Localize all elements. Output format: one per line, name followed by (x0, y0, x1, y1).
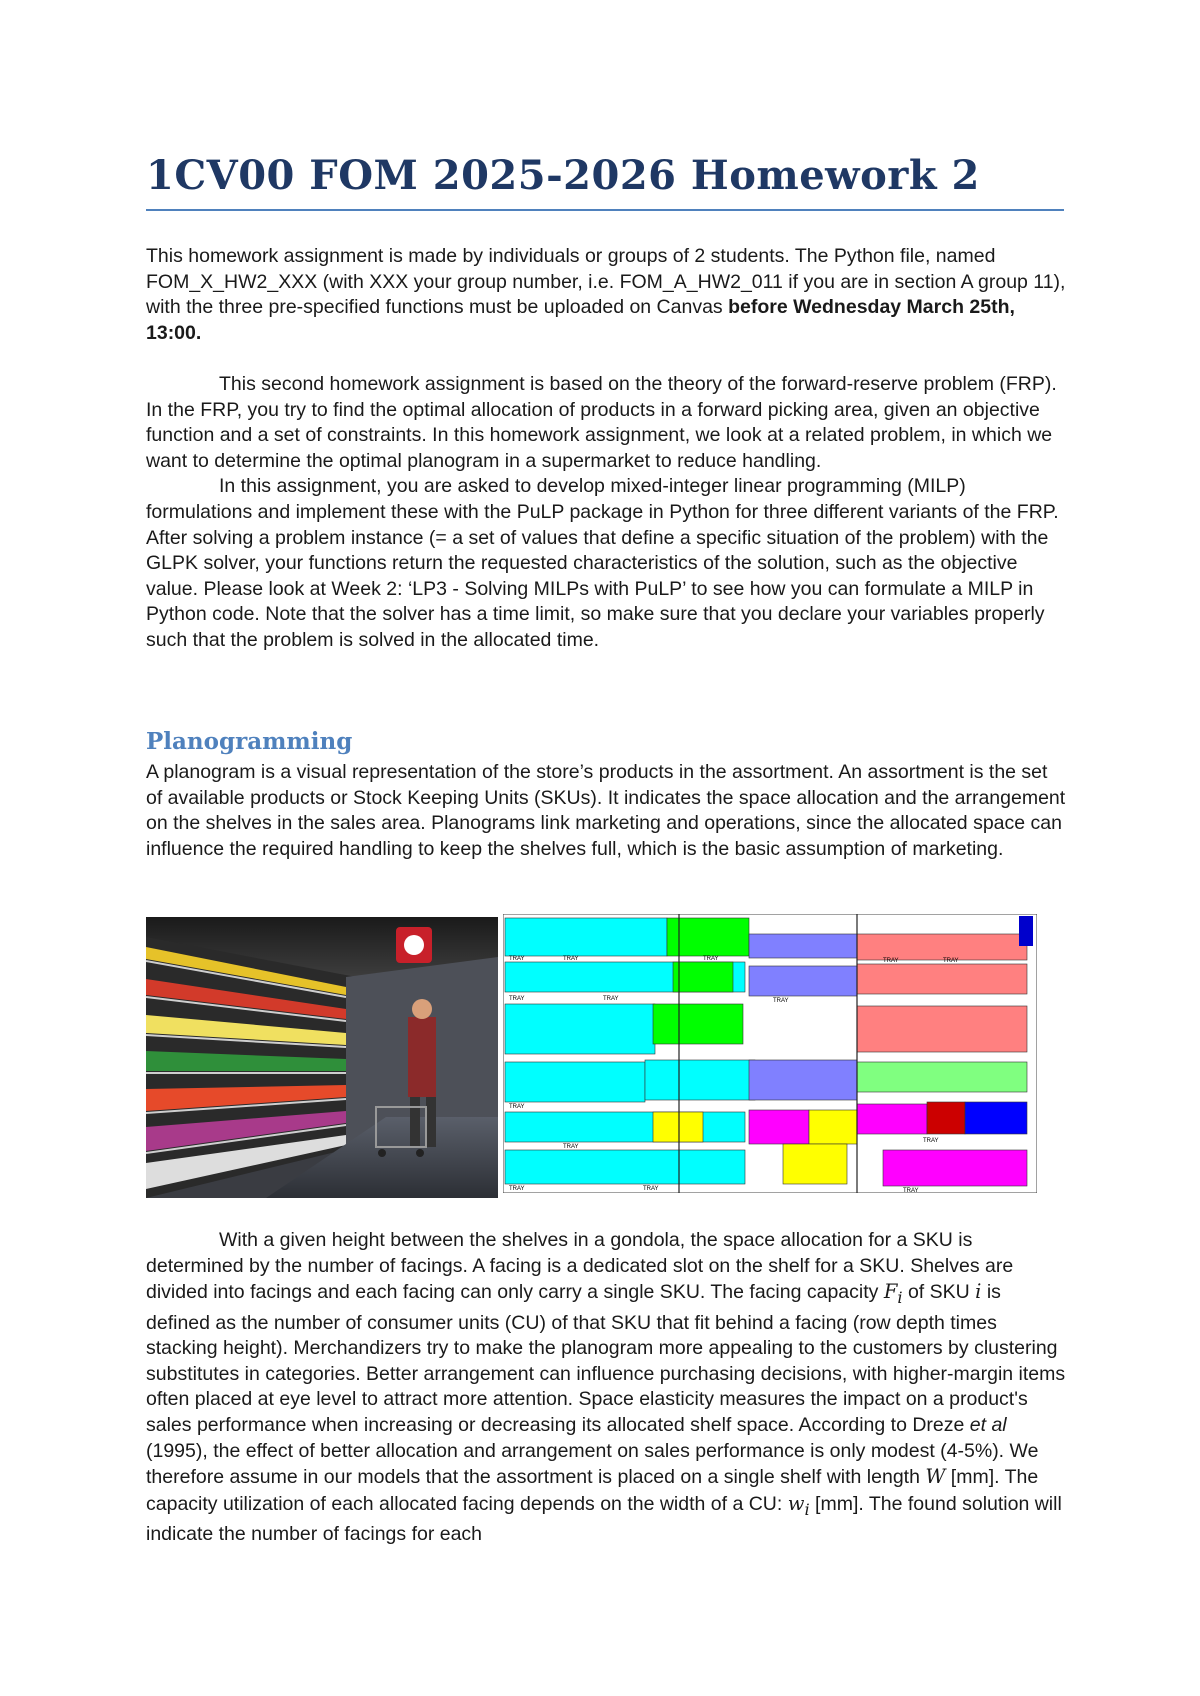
intro-text: This homework assignment is made by individuals or groups of 2 students. The Python file, named FOM_X_HW2_XXX (with XXX your group number, i.e. FOM_A_HW2_011 if you are in section A group 11), with the three pre-specified functions must be uploaded on Canvas (146, 245, 1066, 319)
var-sku-index: i (975, 1280, 982, 1304)
title-underline (146, 209, 1064, 211)
tray-label: TRAY (509, 1186, 525, 1192)
tray-label: TRAY (903, 1188, 919, 1193)
tray-label: TRAY (923, 1138, 939, 1144)
var-shelf-length: W (925, 1465, 946, 1489)
deadline-text: before Wednesday March 25th, 13:00. (146, 296, 1015, 344)
supermarket-aisle-photo (146, 917, 498, 1198)
planogram-diagram (503, 914, 1037, 1193)
tray-label: TRAY (509, 1104, 525, 1110)
tray-label: TRAY (883, 958, 899, 964)
planogram-paragraph (146, 760, 1066, 862)
tray-label: TRAY (509, 996, 525, 1002)
tray-label: TRAY (943, 958, 959, 964)
tray-label: TRAY (509, 956, 525, 962)
tray-label: TRAY (773, 998, 789, 1004)
tray-label: TRAY (563, 956, 579, 962)
planogram-definition: A planogram is a visual representation of the store’s products in the assortment. An assortment is the set of available products or Stock Keeping Units (SKUs). It indicates the space allocation and the arrangement on the shelves in the sales area. Planograms link marketing and operations, since the allocated space can influence the required handling to keep the shelves full, which is the basic assumption of marketing. (146, 761, 1066, 860)
tray-label: TRAY (563, 1144, 579, 1150)
body-paragraph-frp (146, 372, 1066, 654)
tray-label: TRAY (643, 1186, 659, 1192)
et-al-citation: et al (969, 1414, 1007, 1437)
section-heading-planogramming: Planogramming (146, 728, 353, 755)
tray-label: TRAY (703, 956, 719, 962)
intro-paragraph (146, 244, 1066, 346)
var-cu-width: $w_i$ (787, 1491, 810, 1519)
tray-label: TRAY (603, 996, 619, 1002)
var-facing-capacity: $F_i$ (883, 1280, 903, 1308)
document-title: 1CV00 FOM 2025-2026 Homework 2 (146, 152, 980, 199)
facing-paragraph: With a given height between the shelves in a gondola, the space allocation for a SKU is determined by the number of facings. A facing is a dedicated slot on the shelf for a SKU. Shelves are divided into facings and each facing can only carry a single SKU. The facing capacity $F_i$ of SKU i is defined as the number of consumer units (CU) of that SKU that fit behind a facing (row depth times stacking height). Merchandizers try to make the planogram more appealing to the customers by clustering substitutes in categories. Better arrangement can influence purchasing decisions, with higher-margin items often placed at eye level to attract more attention. Space elasticity measures the impact on a product's sales performance when increasing or decreasing its allocated shelf space. According to Dreze et al (1995), the effect of better allocation and arrangement on sales performance is only modest (4-5%). We therefore assume in our models that the assortment is placed on a single shelf with length W [mm]. The capacity utilization of each allocated facing depends on the width of a CU: $w_i$ [mm]. The found solution will indicate the number of facings for each (146, 1229, 1066, 1546)
frp-paragraph: This second homework assignment is based on the theory of the forward-reserve problem (FRP). In the FRP, you try to find the optimal allocation of products in a forward picking area, given an objective function and a set of constraints. In this homework assignment, we look at a related problem, in which we want to determine the optimal planogram in a supermarket to reduce handling. (146, 373, 1057, 472)
milp-paragraph: In this assignment, you are asked to develop mixed-integer linear programming (MILP) formulations and implement these with the PuLP package in Python for three different variants of the FRP. After solving a problem instance (= a set of values that define a specific situation of the problem) with the GLPK solver, your functions return the requested characteristics of the solution, such as the objective value. Please look at Week 2: ‘LP3 - Solving MILPs with PuLP’ to see how you can formulate a MILP in Python code. Note that the solver has a time limit, so make sure that you declare your variables properly such that the problem is solved in the allocated time. (146, 475, 1059, 651)
